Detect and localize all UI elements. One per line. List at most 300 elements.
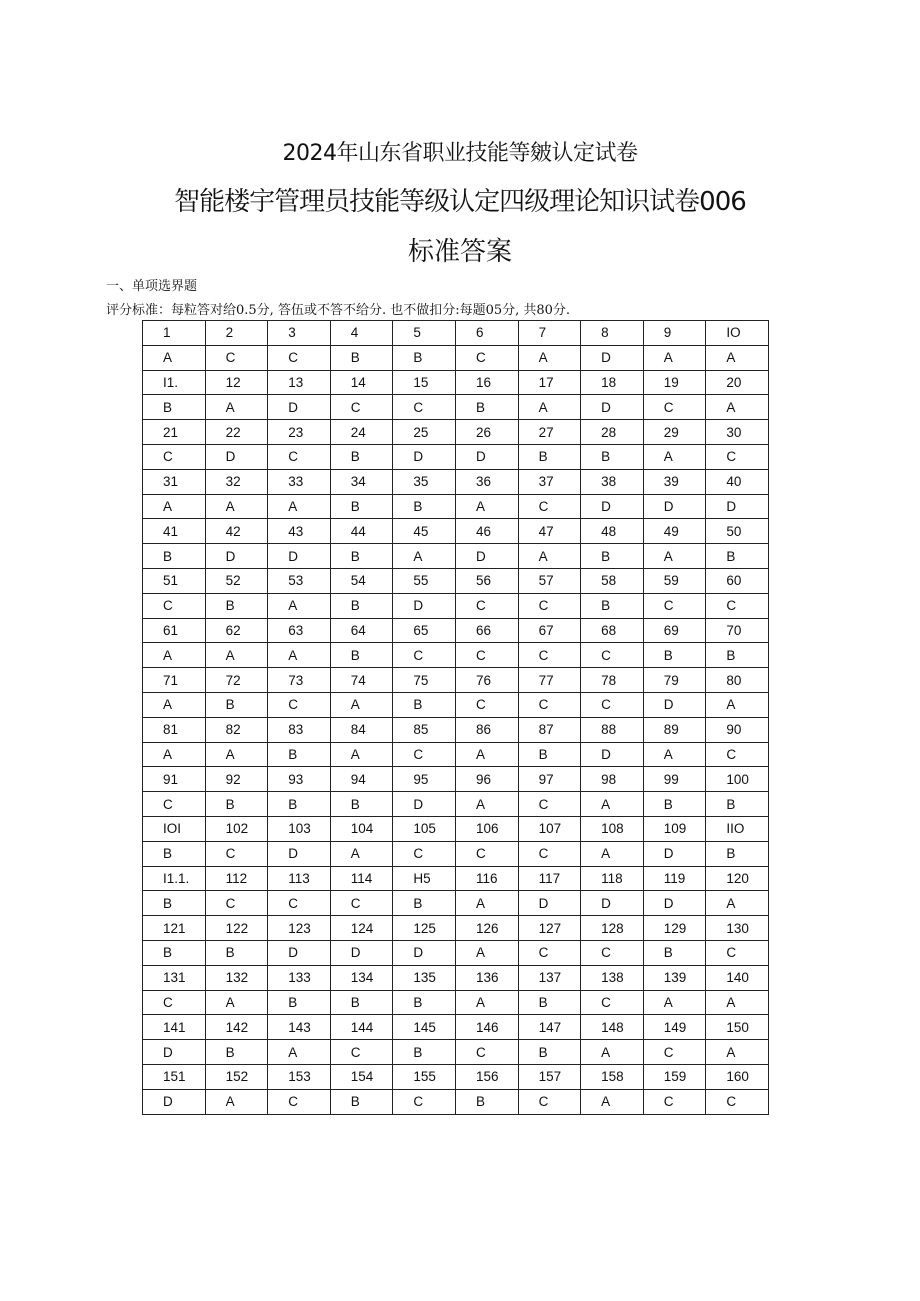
question-number-cell: 84: [330, 717, 393, 742]
question-number-cell: 133: [268, 965, 331, 990]
answer-cell: D: [581, 742, 644, 767]
question-number-row: [143, 767, 769, 792]
question-number-cell: 64: [330, 618, 393, 643]
answer-cell: B: [581, 593, 644, 618]
question-number-cell: 80: [706, 668, 769, 693]
question-number-row: [143, 965, 769, 990]
answer-cell: D: [393, 593, 456, 618]
answer-cell: D: [581, 494, 644, 519]
answer-row: [143, 494, 769, 519]
answer-cell: C: [518, 494, 581, 519]
answer-row: [143, 1089, 769, 1114]
answer-cell: A: [581, 841, 644, 866]
question-number-cell: I1.1.: [143, 866, 206, 891]
answer-cell: B: [330, 643, 393, 668]
question-number-cell: H5: [393, 866, 456, 891]
question-number-cell: 75: [393, 668, 456, 693]
answer-cell: A: [393, 544, 456, 569]
question-number-row: [143, 1064, 769, 1089]
question-number-cell: 53: [268, 568, 331, 593]
question-number-cell: 17: [518, 370, 581, 395]
answer-cell: D: [581, 395, 644, 420]
question-number-cell: 94: [330, 767, 393, 792]
answer-cell: A: [268, 494, 331, 519]
exam-title: 2024年山东省职业技能等皴认定试卷: [282, 141, 638, 166]
question-number-cell: 102: [205, 816, 268, 841]
question-number-cell: 129: [643, 916, 706, 941]
answer-row: [143, 444, 769, 469]
question-number-cell: 59: [643, 568, 706, 593]
answer-cell: A: [330, 742, 393, 767]
answer-cell: D: [143, 1089, 206, 1114]
question-number-cell: 46: [455, 519, 518, 544]
answer-cell: A: [268, 643, 331, 668]
answer-cell: D: [268, 544, 331, 569]
answer-cell: B: [205, 792, 268, 817]
question-number-cell: 104: [330, 816, 393, 841]
answer-cell: C: [205, 891, 268, 916]
question-number-cell: 2: [205, 321, 268, 346]
answer-cell: A: [706, 395, 769, 420]
answer-cell: C: [643, 593, 706, 618]
question-number-cell: 73: [268, 668, 331, 693]
question-number-cell: 87: [518, 717, 581, 742]
question-number-cell: 38: [581, 469, 644, 494]
answer-row: [143, 345, 769, 370]
question-number-cell: 21: [143, 420, 206, 445]
question-number-cell: 150: [706, 1015, 769, 1040]
answer-cell: B: [205, 593, 268, 618]
question-number-cell: IIO: [706, 816, 769, 841]
answer-cell: A: [455, 891, 518, 916]
answer-cell: B: [205, 692, 268, 717]
answer-cell: C: [581, 643, 644, 668]
question-number-cell: 139: [643, 965, 706, 990]
question-number-cell: 60: [706, 568, 769, 593]
answer-cell: B: [518, 1040, 581, 1065]
answer-cell: A: [268, 1040, 331, 1065]
answer-cell: B: [143, 841, 206, 866]
question-number-cell: 124: [330, 916, 393, 941]
question-number-cell: 26: [455, 420, 518, 445]
question-number-cell: 76: [455, 668, 518, 693]
answer-cell: C: [330, 395, 393, 420]
question-number-cell: 56: [455, 568, 518, 593]
question-number-cell: 54: [330, 568, 393, 593]
answer-cell: B: [455, 1089, 518, 1114]
answer-cell: C: [268, 1089, 331, 1114]
answer-cell: B: [330, 345, 393, 370]
question-number-cell: 131: [143, 965, 206, 990]
answer-cell: C: [581, 990, 644, 1015]
answer-cell: C: [518, 643, 581, 668]
answer-cell: B: [268, 792, 331, 817]
question-number-cell: 28: [581, 420, 644, 445]
question-number-cell: 145: [393, 1015, 456, 1040]
question-number-cell: 49: [643, 519, 706, 544]
question-number-cell: 50: [706, 519, 769, 544]
answer-cell: B: [455, 395, 518, 420]
answer-cell: B: [643, 643, 706, 668]
answer-cell: C: [455, 345, 518, 370]
question-number-cell: 140: [706, 965, 769, 990]
answer-cell: D: [268, 395, 331, 420]
question-number-cell: 97: [518, 767, 581, 792]
answer-cell: C: [706, 444, 769, 469]
question-number-cell: 148: [581, 1015, 644, 1040]
answer-cell: C: [518, 692, 581, 717]
question-number-cell: 114: [330, 866, 393, 891]
answer-cell: C: [143, 593, 206, 618]
answer-cell: B: [268, 742, 331, 767]
question-number-cell: 147: [518, 1015, 581, 1040]
question-number-cell: 112: [205, 866, 268, 891]
question-number-row: [143, 568, 769, 593]
answer-cell: B: [581, 444, 644, 469]
answer-cell: A: [455, 742, 518, 767]
question-number-cell: 107: [518, 816, 581, 841]
question-number-cell: 152: [205, 1064, 268, 1089]
answer-cell: C: [518, 792, 581, 817]
answer-cell: C: [393, 841, 456, 866]
question-number-cell: 157: [518, 1064, 581, 1089]
question-number-cell: 138: [581, 965, 644, 990]
question-number-cell: 62: [205, 618, 268, 643]
question-number-row: [143, 370, 769, 395]
answer-cell: C: [643, 1089, 706, 1114]
answer-cell: B: [143, 395, 206, 420]
question-number-cell: 106: [455, 816, 518, 841]
answer-cell: C: [393, 1089, 456, 1114]
answer-cell: D: [581, 345, 644, 370]
answer-cell: B: [393, 692, 456, 717]
answer-cell: C: [143, 990, 206, 1015]
question-number-cell: 72: [205, 668, 268, 693]
question-number-cell: IO: [706, 321, 769, 346]
answer-cell: B: [643, 940, 706, 965]
answer-cell: D: [643, 494, 706, 519]
question-number-cell: 7: [518, 321, 581, 346]
question-number-cell: 79: [643, 668, 706, 693]
answer-cell: A: [205, 990, 268, 1015]
question-number-cell: 68: [581, 618, 644, 643]
answer-cell: A: [330, 841, 393, 866]
answer-cell: A: [706, 345, 769, 370]
answer-cell: C: [330, 891, 393, 916]
question-number-cell: 151: [143, 1064, 206, 1089]
question-number-cell: 61: [143, 618, 206, 643]
answer-cell: A: [643, 990, 706, 1015]
answer-cell: C: [706, 593, 769, 618]
answer-cell: D: [268, 841, 331, 866]
answer-cell: A: [143, 692, 206, 717]
question-number-cell: 22: [205, 420, 268, 445]
question-number-cell: 12: [205, 370, 268, 395]
question-number-cell: 137: [518, 965, 581, 990]
question-number-cell: 8: [581, 321, 644, 346]
question-number-cell: 4: [330, 321, 393, 346]
question-number-cell: 96: [455, 767, 518, 792]
question-number-cell: 58: [581, 568, 644, 593]
question-number-cell: 71: [143, 668, 206, 693]
question-number-cell: 141: [143, 1015, 206, 1040]
answer-cell: C: [143, 792, 206, 817]
answer-cell: D: [393, 940, 456, 965]
answer-cell: C: [518, 593, 581, 618]
question-number-cell: 63: [268, 618, 331, 643]
question-number-cell: 149: [643, 1015, 706, 1040]
question-number-cell: 134: [330, 965, 393, 990]
question-number-cell: 90: [706, 717, 769, 742]
answer-cell: B: [330, 444, 393, 469]
answer-cell: A: [330, 692, 393, 717]
question-number-cell: I1.: [143, 370, 206, 395]
question-number-cell: 34: [330, 469, 393, 494]
answer-row: [143, 692, 769, 717]
question-number-cell: 82: [205, 717, 268, 742]
question-number-cell: 18: [581, 370, 644, 395]
question-number-cell: 74: [330, 668, 393, 693]
answer-cell: A: [455, 990, 518, 1015]
answer-cell: A: [143, 742, 206, 767]
question-number-cell: 30: [706, 420, 769, 445]
question-number-cell: 119: [643, 866, 706, 891]
question-number-cell: 158: [581, 1064, 644, 1089]
answer-row: [143, 544, 769, 569]
question-number-cell: 125: [393, 916, 456, 941]
answer-cell: C: [393, 643, 456, 668]
answer-cell: B: [205, 940, 268, 965]
question-number-cell: 122: [205, 916, 268, 941]
question-number-cell: 109: [643, 816, 706, 841]
question-number-cell: 113: [268, 866, 331, 891]
answer-cell: B: [518, 990, 581, 1015]
question-number-cell: 67: [518, 618, 581, 643]
answer-cell: D: [581, 891, 644, 916]
question-number-cell: 154: [330, 1064, 393, 1089]
question-number-cell: 89: [643, 717, 706, 742]
answer-cell: C: [268, 891, 331, 916]
answer-cell: A: [643, 544, 706, 569]
answer-cell: B: [330, 990, 393, 1015]
question-number-row: [143, 321, 769, 346]
answer-row: [143, 841, 769, 866]
answer-cell: C: [581, 692, 644, 717]
question-number-cell: 48: [581, 519, 644, 544]
question-number-cell: 126: [455, 916, 518, 941]
question-number-cell: 37: [518, 469, 581, 494]
answer-row: [143, 1040, 769, 1065]
answer-row: [143, 643, 769, 668]
question-number-cell: 99: [643, 767, 706, 792]
answer-row: [143, 742, 769, 767]
question-number-cell: 5: [393, 321, 456, 346]
question-number-cell: 14: [330, 370, 393, 395]
answer-cell: C: [581, 940, 644, 965]
answer-cell: D: [643, 692, 706, 717]
answer-cell: B: [330, 494, 393, 519]
question-number-row: [143, 916, 769, 941]
answer-cell: B: [143, 940, 206, 965]
question-number-cell: 156: [455, 1064, 518, 1089]
answer-cell: B: [393, 345, 456, 370]
question-number-cell: 120: [706, 866, 769, 891]
question-number-cell: 86: [455, 717, 518, 742]
scoring-criteria: 评分标准：每粒答对给0.5分, 答伍或不答不给分. 也不做扣分:每题05分, 共80分.: [106, 303, 571, 318]
section-title: 一、单项选界题: [106, 279, 198, 294]
answer-cell: B: [143, 544, 206, 569]
answer-cell: C: [706, 940, 769, 965]
question-number-cell: 136: [455, 965, 518, 990]
question-number-cell: 9: [643, 321, 706, 346]
answer-cell: B: [706, 792, 769, 817]
question-number-cell: 123: [268, 916, 331, 941]
question-number-cell: 25: [393, 420, 456, 445]
question-number-cell: 31: [143, 469, 206, 494]
answer-cell: D: [643, 891, 706, 916]
answer-cell: B: [393, 990, 456, 1015]
answer-cell: C: [455, 1040, 518, 1065]
question-number-cell: 81: [143, 717, 206, 742]
answer-cell: A: [205, 395, 268, 420]
question-number-cell: 130: [706, 916, 769, 941]
answer-cell: C: [268, 692, 331, 717]
answer-cell: B: [518, 742, 581, 767]
answer-cell: C: [143, 444, 206, 469]
answer-cell: C: [518, 940, 581, 965]
question-number-cell: 95: [393, 767, 456, 792]
answer-cell: D: [205, 544, 268, 569]
answer-cell: B: [393, 1040, 456, 1065]
answer-cell: C: [518, 841, 581, 866]
answer-cell: A: [518, 544, 581, 569]
question-number-cell: 69: [643, 618, 706, 643]
answer-cell: A: [455, 494, 518, 519]
question-number-cell: 13: [268, 370, 331, 395]
answer-row: [143, 891, 769, 916]
question-number-cell: 92: [205, 767, 268, 792]
question-number-row: [143, 668, 769, 693]
answer-cell: A: [455, 940, 518, 965]
question-number-cell: 117: [518, 866, 581, 891]
answer-row: [143, 990, 769, 1015]
question-number-cell: 66: [455, 618, 518, 643]
question-number-cell: 118: [581, 866, 644, 891]
answer-cell: D: [455, 544, 518, 569]
question-number-cell: 55: [393, 568, 456, 593]
question-number-cell: 143: [268, 1015, 331, 1040]
answer-cell: C: [455, 841, 518, 866]
answer-cell: D: [455, 444, 518, 469]
question-number-cell: 85: [393, 717, 456, 742]
question-number-cell: 51: [143, 568, 206, 593]
answer-cell: D: [143, 1040, 206, 1065]
answer-cell: C: [643, 395, 706, 420]
answer-cell: A: [643, 742, 706, 767]
question-number-cell: 24: [330, 420, 393, 445]
answer-cell: B: [581, 544, 644, 569]
answer-cell: A: [143, 643, 206, 668]
answer-cell: A: [205, 742, 268, 767]
question-number-cell: 160: [706, 1064, 769, 1089]
question-number-row: [143, 519, 769, 544]
answer-table: [142, 320, 769, 1115]
question-number-cell: 20: [706, 370, 769, 395]
question-number-row: [143, 717, 769, 742]
question-number-cell: 132: [205, 965, 268, 990]
answer-cell: B: [330, 1089, 393, 1114]
question-number-cell: 98: [581, 767, 644, 792]
question-number-row: [143, 1015, 769, 1040]
question-number-row: [143, 420, 769, 445]
answer-cell: B: [330, 544, 393, 569]
question-number-cell: 36: [455, 469, 518, 494]
question-number-cell: 142: [205, 1015, 268, 1040]
question-number-cell: 144: [330, 1015, 393, 1040]
answer-cell: D: [518, 891, 581, 916]
answer-cell: C: [268, 444, 331, 469]
answer-cell: B: [330, 792, 393, 817]
question-number-cell: 103: [268, 816, 331, 841]
question-number-cell: 100: [706, 767, 769, 792]
answer-cell: A: [205, 494, 268, 519]
answer-cell: B: [706, 841, 769, 866]
answer-cell: B: [268, 990, 331, 1015]
question-number-cell: 42: [205, 519, 268, 544]
question-number-cell: 23: [268, 420, 331, 445]
question-number-cell: 3: [268, 321, 331, 346]
answer-cell: A: [706, 692, 769, 717]
answer-cell: A: [268, 593, 331, 618]
answer-cell: D: [205, 444, 268, 469]
answer-key-title: 标准答案: [407, 237, 512, 267]
answer-cell: A: [205, 643, 268, 668]
question-number-cell: 65: [393, 618, 456, 643]
question-number-row: [143, 469, 769, 494]
question-number-cell: 128: [581, 916, 644, 941]
answer-cell: C: [643, 1040, 706, 1065]
answer-cell: B: [330, 593, 393, 618]
answer-cell: D: [643, 841, 706, 866]
answer-cell: A: [455, 792, 518, 817]
question-number-cell: 83: [268, 717, 331, 742]
question-number-cell: 15: [393, 370, 456, 395]
answer-cell: B: [393, 891, 456, 916]
answer-row: [143, 792, 769, 817]
question-number-cell: 91: [143, 767, 206, 792]
answer-cell: C: [706, 742, 769, 767]
question-number-cell: 78: [581, 668, 644, 693]
question-number-cell: 43: [268, 519, 331, 544]
question-number-cell: 6: [455, 321, 518, 346]
answer-cell: B: [643, 792, 706, 817]
answer-cell: A: [643, 345, 706, 370]
answer-cell: B: [205, 1040, 268, 1065]
question-number-cell: 32: [205, 469, 268, 494]
answer-row: [143, 395, 769, 420]
answer-cell: A: [518, 395, 581, 420]
question-number-cell: 105: [393, 816, 456, 841]
answer-cell: A: [706, 1040, 769, 1065]
question-number-cell: 45: [393, 519, 456, 544]
question-number-cell: 19: [643, 370, 706, 395]
question-number-cell: 127: [518, 916, 581, 941]
answer-cell: D: [393, 792, 456, 817]
question-number-cell: 135: [393, 965, 456, 990]
answer-cell: A: [205, 1089, 268, 1114]
answer-cell: B: [706, 643, 769, 668]
answer-cell: B: [518, 444, 581, 469]
